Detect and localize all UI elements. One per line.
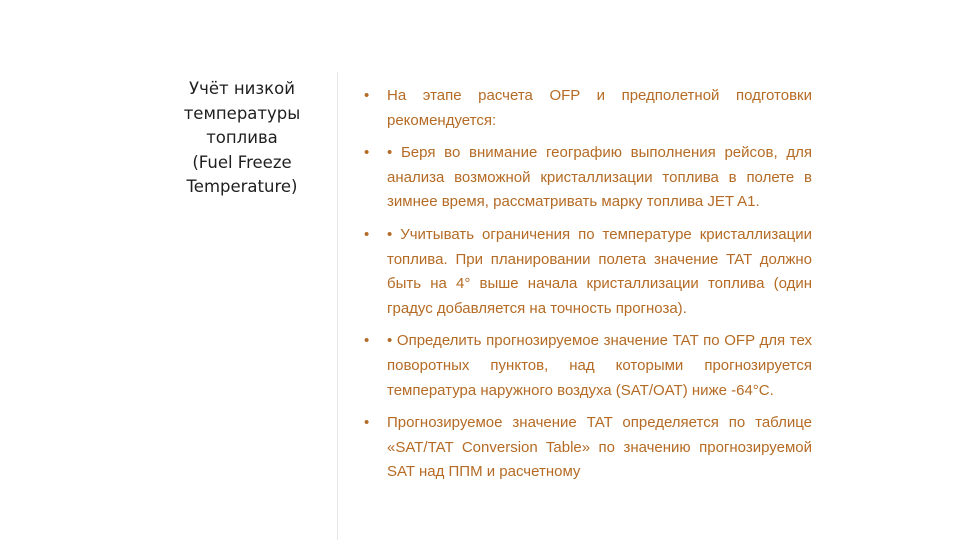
bullet-icon: •	[364, 414, 370, 432]
bullet-icon: •	[364, 332, 370, 350]
list-item-text: • Определить прогнозируемое значение TAT по OFP для тех поворотных пунктов, над которыми прогнозируется температура наружного воздуха (SAT/OAT) ниже -64°C.	[387, 332, 812, 399]
list-item-text: • Учитывать ограничения по температуре кристаллизации топлива. При планировании полета значение TAT должно быть на 4° выше начала кристаллизации топлива (один градус добавляется на точность прогноза).	[387, 225, 812, 317]
slide-title	[160, 77, 324, 200]
title-line-1: Учёт низкой	[189, 79, 295, 98]
list-item-text: • Беря во внимание географию выполнения рейсов, для анализа возможной кристаллизации топлива в полете в зимнее время, рассматривать марку топлива JET A1.	[387, 144, 812, 211]
list-item	[364, 84, 812, 133]
title-line-3: топлива	[206, 128, 278, 147]
list-item	[364, 141, 812, 215]
list-item	[364, 329, 812, 403]
bullet-icon: •	[364, 225, 370, 243]
title-line-2: температуры	[183, 103, 301, 123]
list-item	[364, 223, 812, 321]
list-item-text: Прогнозируемое значение TAT определяется по таблице «SAT/TAT Conversion Table» по значению прогнозируемой SAT над ППМ и расчетному	[387, 414, 812, 481]
column-divider	[337, 72, 338, 540]
title-line-5: Temperature)	[186, 177, 298, 196]
bullet-icon: •	[364, 87, 370, 104]
list-item	[364, 411, 812, 485]
bullet-list	[364, 84, 812, 493]
list-item-text: На этапе расчета OFP и предполетной подготовки рекомендуется:	[387, 87, 812, 129]
title-line-4: (Fuel Freeze	[192, 152, 292, 172]
bullet-icon: •	[364, 144, 370, 162]
